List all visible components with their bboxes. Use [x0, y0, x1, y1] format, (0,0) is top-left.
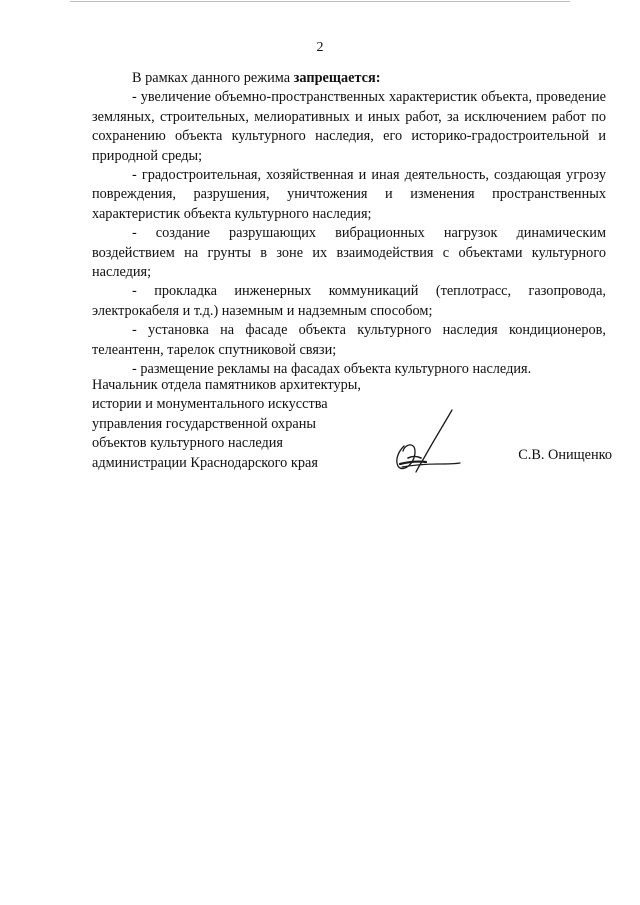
- position-line: администрации Краснодарского края: [92, 454, 318, 471]
- top-scan-line: [70, 1, 570, 2]
- intro-colon: :: [375, 70, 381, 86]
- prohibition-item: - градостроительная, хозяйственная и иная деятельность, создающая угрозу повреждения, разрушения, уничтожения и изменения пространственных характеристик объекта культурного наследия;: [92, 167, 606, 222]
- signatory-position: [92, 376, 392, 473]
- intro-paragraph: [92, 69, 606, 88]
- signatory-name: С.В. Онищенко: [518, 447, 612, 463]
- signature-block: [92, 376, 612, 476]
- intro-bold-word: запрещается: [293, 70, 376, 86]
- position-line: Начальник отдела памятников архитектуры,: [92, 377, 361, 393]
- position-line: истории и монументального искусства: [92, 396, 328, 413]
- document-body: [92, 69, 606, 380]
- prohibition-item: - создание разрушающих вибрационных нагрузок динамическим воздействием на грунты в зоне их взаимодействия с объектами культурного наследия;: [92, 225, 606, 281]
- prohibition-item: - размещение рекламы на фасадах объекта культурного наследия.: [132, 361, 532, 378]
- position-line: объектов культурного наследия: [92, 435, 283, 452]
- prohibition-item: - установка на фасаде объекта культурного наследия кондиционеров, телеантенн, тарелок спутниковой связи;: [92, 322, 606, 358]
- handwritten-signature: [390, 406, 464, 476]
- prohibition-item: - увеличение объемно-пространственных характеристик объекта, проведение земляных, строительных, мелиоративных и иных работ, за исключением работ по сохранению объекта культурного наследия, его историко-градостроительной и природной среды;: [92, 89, 606, 164]
- page-number: 2: [316, 40, 324, 55]
- position-line: управления государственной охраны: [92, 415, 316, 432]
- intro-text: В рамках данного режима: [132, 70, 294, 86]
- prohibition-item: - прокладка инженерных коммуникаций (теплотрасс, газопровода, электрокабеля и т.д.) наземным и надземным способом;: [92, 283, 606, 319]
